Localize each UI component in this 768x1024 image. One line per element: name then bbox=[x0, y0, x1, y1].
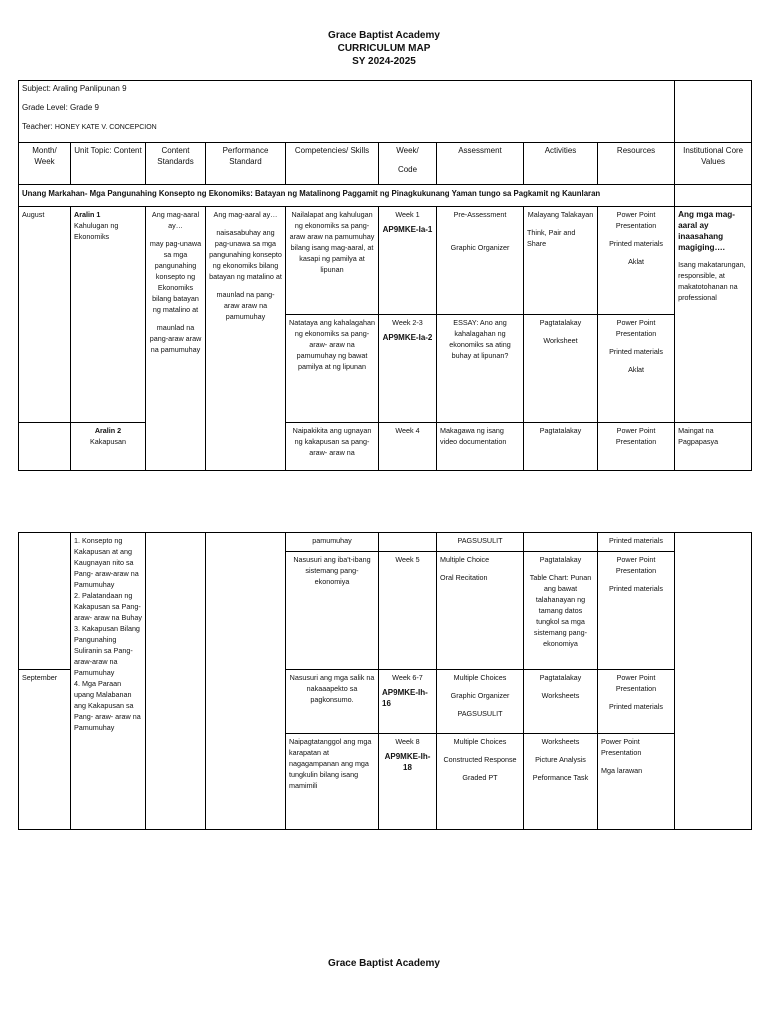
activities-cell: Pagtatalakay bbox=[524, 423, 598, 471]
month-september: September bbox=[19, 670, 71, 830]
competency-cell: Naipakikita ang ugnayan ng kakapusan sa pang-araw- araw na bbox=[286, 423, 379, 471]
resources-cell bbox=[598, 552, 675, 670]
activity-worksheet: Worksheet bbox=[543, 336, 578, 345]
resource-printed: Printed materials bbox=[609, 584, 663, 593]
aralin1-topic: Kahulugan ng Ekonomiks bbox=[74, 221, 119, 241]
assessment-cell bbox=[437, 552, 524, 670]
week-code-cell: Week 4 bbox=[379, 423, 437, 471]
resource-printed: Printed materials bbox=[609, 239, 664, 248]
assessment-oral: Oral Recitation bbox=[440, 573, 488, 582]
assessment-cell: PAGSUSULIT bbox=[437, 533, 524, 552]
content-std-intro: Ang mag-aaral ay… bbox=[151, 210, 200, 230]
activity-pagtatalakay: Pagtatalakay bbox=[539, 318, 582, 327]
week-code-cell bbox=[379, 315, 437, 423]
activity-pagtatalakay: Pagtatalakay bbox=[539, 555, 582, 564]
performance-standard-blank bbox=[206, 533, 286, 830]
competency-cell: Nasusuri ang mga salik na nakaaapekto sa pagkonsumo. bbox=[286, 670, 379, 734]
col-header-competencies: Competencies/ Skills bbox=[286, 143, 379, 185]
activity-think-pair: Think, Pair and Share bbox=[527, 228, 576, 248]
perf-std-body: naisasabuhay ang pag-unawa sa mga pangunahing konsepto ng ekonomiks bilang batayan ng matalino at bbox=[209, 228, 282, 281]
assessment-graphic: Graphic Organizer bbox=[450, 243, 510, 252]
grade-line: Grade Level: Grade 9 bbox=[22, 103, 99, 112]
activity-talakayan: Malayang Talakayan bbox=[527, 210, 594, 219]
resources-cell: Power Point Presentation bbox=[598, 423, 675, 471]
content-standard-cell bbox=[146, 207, 206, 471]
core-values-cell bbox=[675, 207, 752, 423]
info-cell bbox=[19, 81, 675, 143]
activity-table-chart: Table Chart: Punan ang bawat talahanayan ng tamang datos tungkol sa mga sistemang pang-ekonomiya bbox=[529, 573, 592, 648]
code-label: Code bbox=[397, 165, 418, 174]
resource-ppt: Power Point Presentation bbox=[615, 555, 657, 575]
resource-ppt: Power Point Presentation bbox=[615, 210, 657, 230]
aralin1-cell bbox=[71, 207, 146, 423]
assessment-cell: ESSAY: Ano ang kahalagahan ng ekonomiks sa ating buhay at lipunan? bbox=[437, 315, 524, 423]
aralin1-title: Aralin 1 bbox=[74, 210, 101, 219]
assessment-cell bbox=[437, 734, 524, 830]
activity-performance-task: Peformance Task bbox=[532, 773, 589, 782]
activity-worksheets: Worksheets bbox=[541, 737, 580, 746]
activities-cell bbox=[524, 207, 598, 315]
activity-picture-analysis: Picture Analysis bbox=[535, 755, 586, 764]
week-code-cell bbox=[379, 734, 437, 830]
resources-cell bbox=[598, 207, 675, 315]
performance-standard-cell bbox=[206, 207, 286, 471]
assessment-graded-pt: Graded PT bbox=[462, 773, 498, 782]
perf-std-tail: maunlad na pang-araw araw na pamumuhay bbox=[216, 290, 275, 321]
col-header-core-values: Institutional Core Values bbox=[675, 143, 752, 185]
content-std-tail: maunlad na pang-araw araw na pamumuhay bbox=[149, 323, 202, 354]
aralin2-title: Aralin 2 bbox=[94, 426, 122, 435]
code-text: AP9MKE-Ia-1 bbox=[382, 225, 433, 234]
week-label: Week/ bbox=[396, 146, 419, 155]
resource-printed: Printed materials bbox=[609, 702, 663, 711]
teacher-label: Teacher: bbox=[22, 122, 53, 131]
week-code-cell bbox=[379, 670, 437, 734]
content-standard-blank bbox=[146, 533, 206, 830]
resources-cell bbox=[598, 315, 675, 423]
content-std-body: may pag-unawa sa mga pangunahing konsepto ng Ekonomiks bilang batayan ng matalino at bbox=[149, 239, 202, 314]
resources-cell bbox=[598, 670, 675, 734]
resources-cell bbox=[598, 734, 675, 830]
col-header-resources: Resources bbox=[598, 143, 675, 185]
col-header-week-code bbox=[379, 143, 437, 185]
col-header-month: Month/ Week bbox=[19, 143, 71, 185]
values-heading: Ang mga mag-aaral ay inaasahang magiging…. bbox=[678, 210, 735, 252]
aralin2-topics-cell: 1. Konsepto ng Kakapusan at ang Kaugnayan nito sa Pang- araw-araw na Pamumuhay 2. Palatandaan ng Kakapusan sa Pang- araw- araw na Buhay 3. Kakapusan Bilang Pangunahing Suliranin sa Pang-araw-araw na Pamumuhay 4. Mga Paraan upang Malabanan ang Kakapusan sa Pang- araw- araw na Pamumuhay bbox=[71, 533, 146, 830]
week-text: Week 8 bbox=[395, 737, 420, 746]
teacher-line bbox=[22, 121, 671, 140]
month-blank-cell bbox=[19, 423, 71, 471]
school-name: Grace Baptist Academy bbox=[328, 30, 440, 41]
resource-ppt: Power Point Presentation bbox=[615, 318, 657, 338]
document-title: CURRICULUM MAP bbox=[337, 43, 431, 54]
month-august: August bbox=[19, 207, 71, 423]
activities-cell bbox=[524, 670, 598, 734]
core-values-cell: Maingat na Pagpapasya bbox=[675, 423, 752, 471]
competency-cell: Naipagtatanggol ang mga karapatan at nagagampanan ang mga tungkulin bilang isang mamimili bbox=[286, 734, 379, 830]
activities-cell bbox=[524, 734, 598, 830]
assessment-cell bbox=[437, 670, 524, 734]
resources-cell: Printed materials bbox=[598, 533, 675, 552]
col-header-activities: Activities bbox=[524, 143, 598, 185]
curriculum-map-table-page1 bbox=[18, 80, 752, 471]
week-text: Week 2-3 bbox=[392, 318, 423, 327]
assessment-pre: Pre-Assessment bbox=[453, 210, 507, 219]
subject-line: Subject: Araling Panlipunan 9 bbox=[22, 84, 127, 93]
assessment-cell: Makagawa ng isang video documentation bbox=[437, 423, 524, 471]
week-text: Week 6-7 bbox=[392, 673, 423, 682]
core-values-blank bbox=[675, 533, 752, 830]
resource-aklat: Aklat bbox=[628, 365, 645, 374]
footer-school-name: Grace Baptist Academy bbox=[328, 958, 440, 969]
resource-ppt: Power Point Presentation bbox=[601, 737, 642, 757]
month-blank-cell bbox=[19, 533, 71, 670]
resource-larawan: Mga larawan bbox=[601, 766, 643, 775]
week-code-cell bbox=[379, 207, 437, 315]
assessment-pagsusulit: PAGSUSULIT bbox=[457, 709, 503, 718]
code-text: AP9MKE-Ih-18 bbox=[384, 752, 431, 772]
activities-blank bbox=[524, 533, 598, 552]
activities-cell bbox=[524, 552, 598, 670]
competency-cell: Nasusuri ang iba't-ibang sistemang pang-ekonomiya bbox=[286, 552, 379, 670]
code-text: AP9MKE-Ih-16 bbox=[382, 688, 428, 708]
teacher-name: HONEY KATE V. CONCEPCION bbox=[54, 124, 157, 131]
competency-cell: Nailalapat ang kahulugan ng ekonomiks sa pang-araw araw na pamumuhay bilang isang mag-aaral, at kasapi ng pamilya at lipunan bbox=[286, 207, 379, 315]
values-body: Isang makatarungan, responsible, at makatotohanan na professional bbox=[678, 260, 746, 302]
school-year: SY 2024-2025 bbox=[352, 56, 416, 67]
aralin2-topic: Kakapusan bbox=[90, 437, 126, 446]
quarter-title: Unang Markahan- Mga Pangunahing Konsepto ng Ekonomiks: Batayan ng Matalinong Paggamit ng Pinagkukunang Yaman tungo sa Pagkamit ng Kaunlaran bbox=[19, 185, 675, 207]
resource-aklat: Aklat bbox=[628, 257, 645, 266]
perf-std-intro: Ang mag-aaral ay… bbox=[213, 210, 278, 219]
activity-worksheets: Worksheets bbox=[541, 691, 580, 700]
resource-ppt: Power Point Presentation bbox=[615, 673, 657, 693]
week-code-cell: Week 5 bbox=[379, 552, 437, 670]
info-blank-cell bbox=[675, 81, 752, 143]
assessment-multiple-choices: Multiple Choices bbox=[453, 737, 507, 746]
assessment-multiple-choice: Multiple Choice bbox=[440, 555, 490, 564]
competency-cell: pamumuhay bbox=[286, 533, 379, 552]
quarter-blank-cell bbox=[675, 185, 752, 207]
assessment-cell bbox=[437, 207, 524, 315]
code-text: AP9MKE-Ia-2 bbox=[382, 333, 433, 342]
col-header-assessment: Assessment bbox=[437, 143, 524, 185]
assessment-graphic: Graphic Organizer bbox=[450, 691, 510, 700]
aralin2-cell bbox=[71, 423, 146, 471]
competency-cell: Natataya ang kahalagahan ng ekonomiks sa pang-araw- araw na pamumuhay ng bawat pamilya at ng lipunan bbox=[286, 315, 379, 423]
curriculum-map-table-page2 bbox=[18, 532, 752, 830]
assessment-constructed: Constructed Response bbox=[443, 755, 517, 764]
col-header-performance-standard: Performance Standard bbox=[206, 143, 286, 185]
assessment-multiple-choices: Multiple Choices bbox=[453, 673, 507, 682]
resource-printed: Printed materials bbox=[609, 347, 664, 356]
activities-cell bbox=[524, 315, 598, 423]
activity-pagtatalakay: Pagtatalakay bbox=[539, 673, 582, 682]
col-header-content-standards: Content Standards bbox=[146, 143, 206, 185]
week-code-blank bbox=[379, 533, 437, 552]
col-header-unit: Unit Topic: Content bbox=[71, 143, 146, 185]
week-text: Week 1 bbox=[395, 210, 420, 219]
